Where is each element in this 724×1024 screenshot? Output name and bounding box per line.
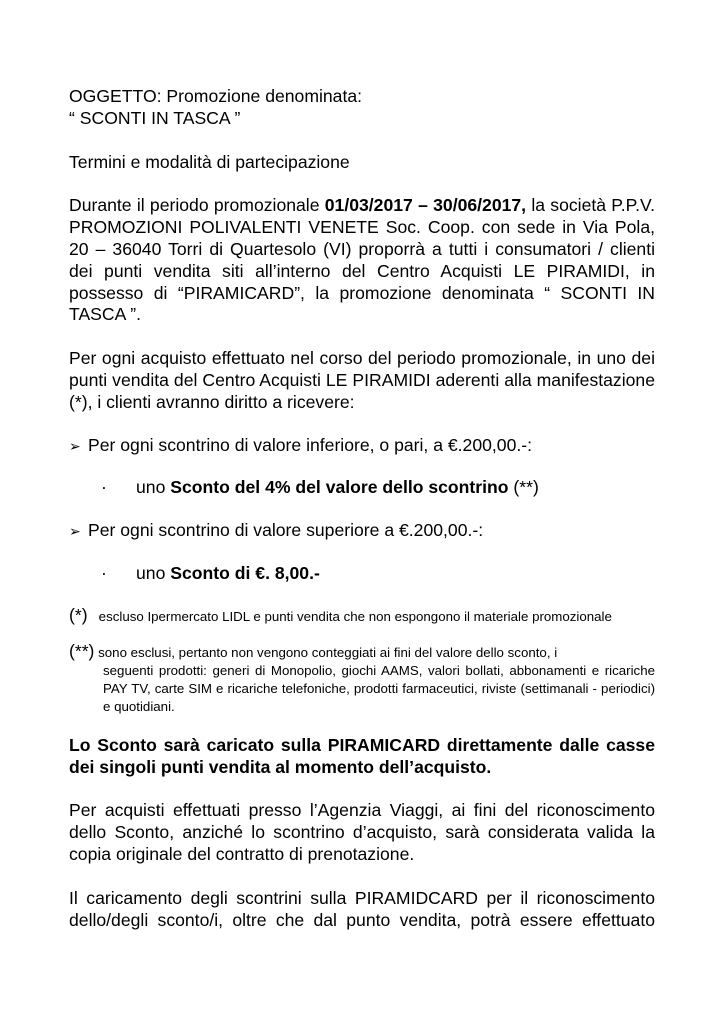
footnote-2-mark: (**) bbox=[69, 640, 95, 661]
offer-condition-2 bbox=[69, 520, 655, 543]
dot-bullet-icon: · bbox=[101, 477, 107, 498]
footnote-2-body: seguenti prodotti: generi di Monopolio, giochi AAMS, valori bollati, abbonamenti e ricariche PAY TV, carte SIM e ricariche telefoniche, prodotti farmaceutici, riviste (settimanali - periodici) e quotidiani. bbox=[103, 662, 655, 714]
offer-condition-1-text: Per ogni scontrino di valore inferiore, o pari, a €.200,00.-: bbox=[88, 434, 533, 455]
offer-discount-1-post: (**) bbox=[508, 477, 539, 498]
offer-condition-1 bbox=[69, 435, 655, 458]
receipt-loading-paragraph: Il caricamento degli scontrini sulla PIRAMIDCARD per il riconoscimento dello/degli sconto/i, oltre che dal punto vendita, potrà essere effettuato bbox=[69, 887, 655, 930]
offer-discount-2-bold: Sconto di €. 8,00.- bbox=[170, 562, 320, 583]
offer-condition-2-text: Per ogni scontrino di valore superiore a €.200,00.-: bbox=[88, 520, 484, 541]
promo-dates: 01/03/2017 – 30/06/2017, bbox=[324, 195, 527, 216]
offer-discount-2 bbox=[69, 563, 655, 585]
intro-text-pre: Durante il periodo promozionale bbox=[69, 195, 325, 216]
offer-discount-1-pre: uno bbox=[136, 477, 171, 498]
purchase-paragraph: Per ogni acquisto effettuato nel corso del periodo promozionale, in uno dei punti vendita del Centro Acquisti LE PIRAMIDI aderenti alla manifestazione (*), i clienti avranno diritto a ricevere: bbox=[69, 348, 655, 412]
offer-discount-2-text bbox=[136, 563, 320, 585]
offer-discount-1-bold: Sconto del 4% del valore dello scontrino bbox=[170, 477, 509, 498]
dot-bullet-icon: · bbox=[101, 562, 107, 583]
footnote-2-first-line bbox=[69, 642, 655, 662]
offer-discount-1 bbox=[69, 477, 655, 499]
document-page bbox=[69, 86, 655, 931]
offer-discount-2-pre: uno bbox=[136, 562, 171, 583]
offer-discount-1-text bbox=[136, 477, 539, 499]
intro-paragraph bbox=[69, 195, 655, 326]
arrow-bullet-icon: ➢ bbox=[69, 523, 81, 540]
terms-subtitle: Termini e modalità di partecipazione bbox=[69, 151, 350, 172]
footnote-1-mark: (*) bbox=[69, 604, 88, 625]
promotion-name: “ SCONTI IN TASCA ” bbox=[69, 107, 241, 128]
footnote-2-first-text: sono esclusi, pertanto non vengono conteggiati ai fini del valore dello sconto, i bbox=[98, 644, 558, 660]
footnote-1 bbox=[69, 606, 655, 626]
footnote-2 bbox=[69, 642, 655, 716]
travel-agency-paragraph: Per acquisti effettuati presso l’Agenzia Viaggi, ai fini del riconoscimento dello Sconto, anziché lo scontrino d’acquisto, sarà considerata valida la copia originale del contratto di prenotazione. bbox=[69, 800, 655, 864]
arrow-bullet-icon: ➢ bbox=[69, 437, 81, 454]
piramicard-loading-paragraph: Lo Sconto sarà caricato sulla PIRAMICARD direttamente dalle casse dei singoli punti vendita al momento dell’acquisto. bbox=[69, 734, 655, 777]
subject-line: OGGETTO: Promozione denominata: bbox=[69, 86, 363, 106]
footnote-1-text: escluso Ipermercato LIDL e punti vendita che non espongono il materiale promozionale bbox=[98, 608, 612, 624]
intro-text-post: la società P.P.V. PROMOZIONI POLIVALENTI VENETE Soc. Coop. con sede in Via Pola, 20 – 36040 Torri di Quartesolo (VI) proporrà a tutti i consumatori / clienti dei punti vendita siti all’interno del Centro Acquisti LE PIRAMIDI, in possesso di “PIRAMICARD”, la promozione denominata “ SCONTI IN TASCA ”. bbox=[69, 195, 656, 325]
